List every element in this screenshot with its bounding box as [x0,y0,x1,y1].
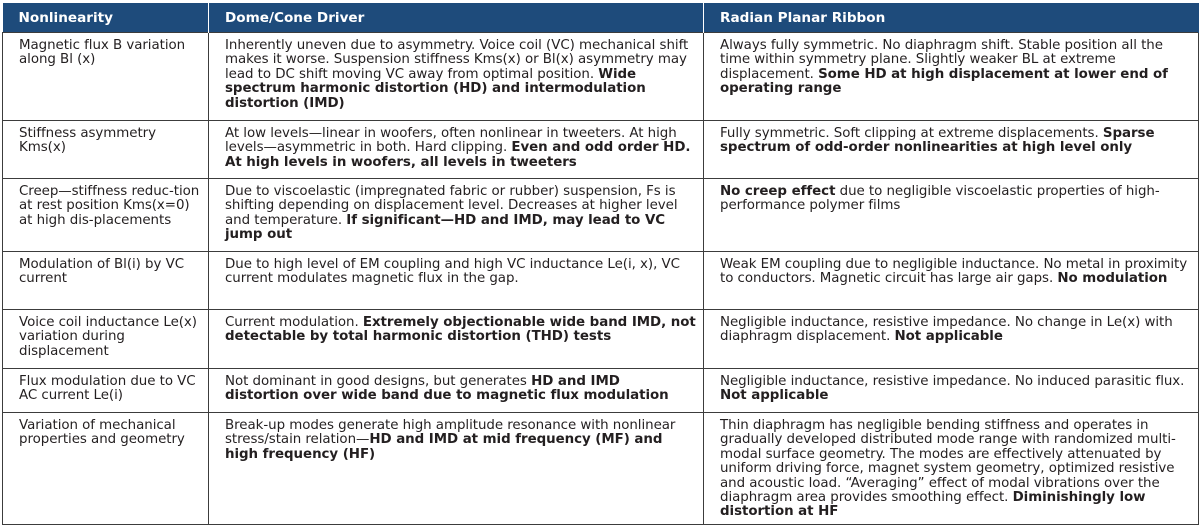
dome-text: Not dominant in good designs, but generates [225,374,532,389]
ribbon-cell [704,33,1199,121]
header-dome-cone-driver: Dome/Cone Driver [209,4,704,33]
comparison-table [2,3,1199,525]
dome-text: Due to viscoelastic (impregnated fabric or rubber) suspension, Fs is shifting depending on displacement level. Decreases at higher level and temperature. [225,184,678,228]
ribbon-text: Thin diaphragm has negligible bending stiffness and operates in gradually developed distributed mode range with randomized multi-modal surface geometry. The modes are effectively attenuated by uniform driving force, magnet system geometry, optimized resistive and acoustic load. “Averaging” effect of modal vibrations over the diaphragm area provides smoothing effect. [720,418,1176,506]
dome-cell [209,310,704,369]
dome-cell [209,179,704,252]
ribbon-cell [704,413,1199,525]
dome-cell [209,369,704,413]
ribbon-text: Negligible inductance, resistive impedance. No change in Le(x) with diaphragm displacement. [720,315,1173,345]
ribbon-bold-text: Sparse spectrum of odd-order nonlinearities at high level only [720,126,1155,156]
row-attribute: Magnetic flux B variation along Bl (x) [3,33,209,121]
ribbon-text: Weak EM coupling due to negligible inductance. No metal in proximity to conductors. Magnetic circuit has large air gaps. [720,257,1188,287]
table-row [3,33,1199,121]
ribbon-bold-lead: No creep effect [720,184,836,199]
ribbon-cell [704,310,1199,369]
dome-cell [209,121,704,179]
dome-bold-text: If significant—HD and IMD, may lead to VC jump out [225,212,666,243]
header-radian-planar-ribbon: Radian Planar Ribbon [704,4,1199,33]
dome-text: Break-up modes generate high amplitude resonance with nonlinear stress/stain relation— [225,418,676,448]
dome-cell [209,252,704,310]
dome-cell [209,33,704,121]
ribbon-bold-text: Diminishingly low distortion at HF [720,490,1146,520]
ribbon-bold-text: No modulation [1057,271,1168,287]
row-attribute: Voice coil inductance Le(x) variation during displacement [3,310,209,369]
ribbon-bold-text: Some HD at high displacement at lower end of operating range [720,66,1168,97]
header-nonlinearity: Nonlinearity [3,4,209,33]
table-row [3,369,1199,413]
row-attribute: Stiffness asymmetry Kms(x) [3,121,209,179]
table-row [3,310,1199,369]
ribbon-text: Negligible inductance, resistive impedance. No induced parasitic flux. [720,374,1185,389]
ribbon-cell [704,121,1199,179]
header-row [3,4,1199,33]
row-attribute: Variation of mechanical properties and geometry [3,413,209,525]
ribbon-cell [704,369,1199,413]
dome-text: At low levels—linear in woofers, often nonlinear in tweeters. At high levels—asymmetric in both. Hard clipping. [225,126,677,156]
row-attribute: Creep—stiffness reduc-tion at rest position Kms(x=0) at high dis-placements [3,179,209,252]
row-attribute: Flux modulation due to VC AC current Le(i) [3,369,209,413]
ribbon-text: Always fully symmetric. No diaphragm shift. Stable position all the time within symmetry plane. Slightly weaker BL at extreme displacement. [720,38,1163,82]
dome-text: Current modulation. [225,315,363,330]
dome-text: Due to high level of EM coupling and high VC inductance Le(i, x), VC current modulates magnetic flux in the gap. [225,257,680,287]
dome-bold-text: HD and IMD distortion over wide band due to magnetic flux modulation [225,374,669,404]
dome-bold-text: Wide spectrum harmonic distortion (HD) and intermodulation distortion (IMD) [225,66,646,111]
ribbon-bold-text: Not applicable [720,388,829,404]
ribbon-text: due to negligible viscoelastic properties of high-performance polymer films [720,184,1160,214]
row-attribute: Modulation of Bl(i) by VC current [3,252,209,310]
table-row [3,252,1199,310]
table-row [3,413,1199,525]
dome-bold-text: Even and odd order HD. At high levels in woofers, all levels in tweeters [225,140,691,170]
dome-text: Inherently uneven due to asymmetry. Voice coil (VC) mechanical shift makes it worse. Suspension stiffness Kms(x) or Bl(x) asymmetry may lead to DC shift moving VC away from optimal position. [225,38,689,82]
dome-cell [209,413,704,525]
ribbon-text: Fully symmetric. Soft clipping at extreme displacements. [720,126,1103,141]
ribbon-cell [704,252,1199,310]
dome-bold-text: HD and IMD at mid frequency (MF) and high frequency (HF) [225,432,663,462]
ribbon-bold-text: Not applicable [894,329,1003,345]
table-row [3,179,1199,252]
table-row [3,121,1199,179]
ribbon-cell [704,179,1199,252]
dome-bold-text: Extremely objectionable wide band IMD, not detectable by total harmonic distortion (THD) tests [225,315,696,345]
